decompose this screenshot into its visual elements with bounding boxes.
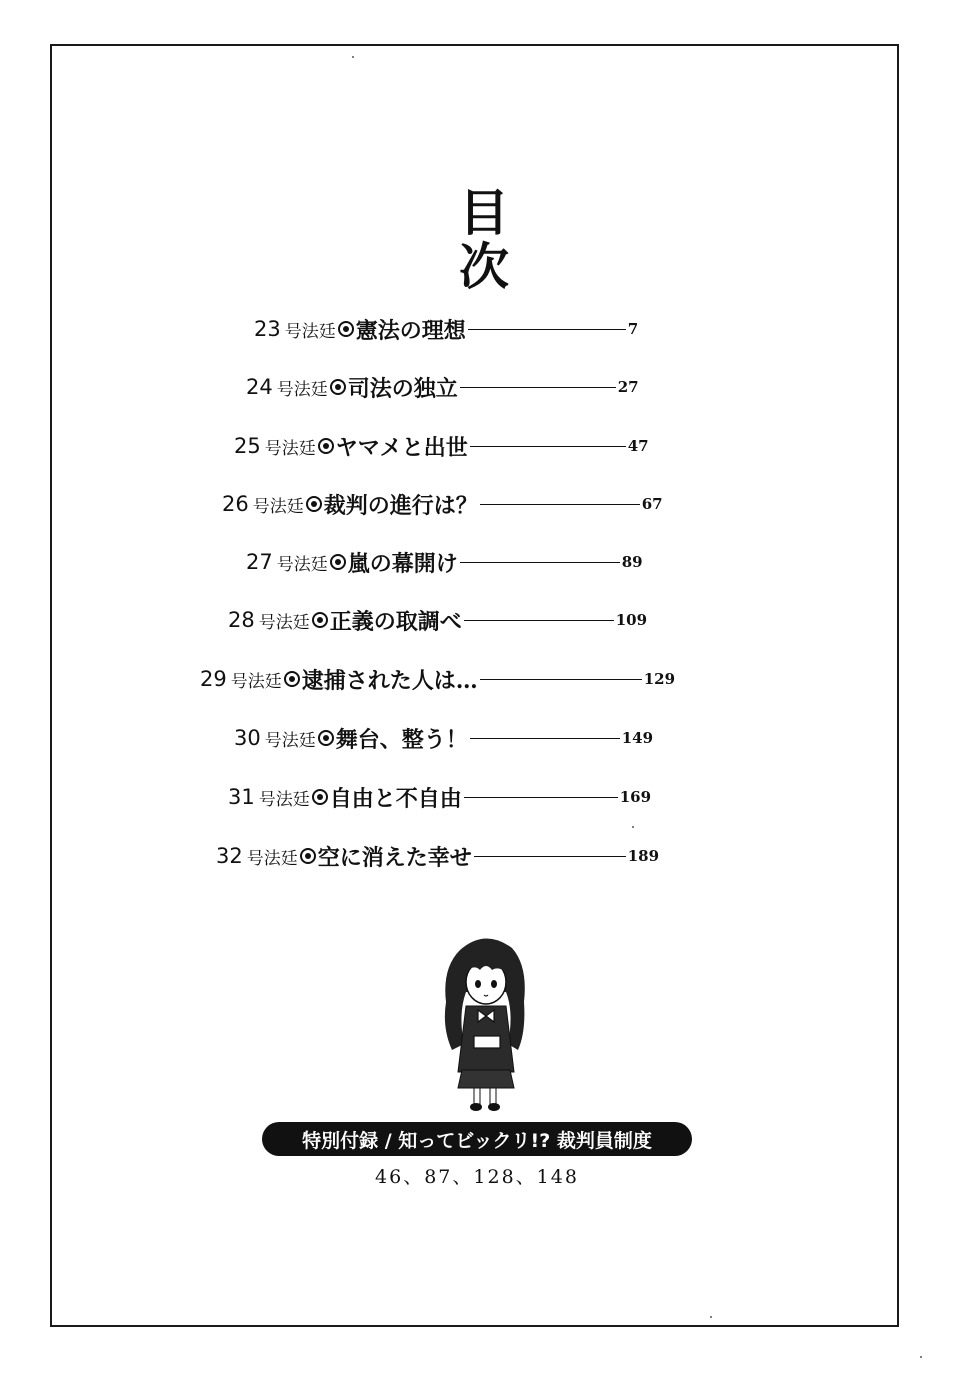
toc-entry[interactable]	[222, 487, 663, 521]
chapter-suffix: 号法廷	[264, 730, 316, 751]
chapter-suffix: 号法廷	[252, 496, 304, 517]
chapter-title: 裁判の進行は？	[323, 492, 478, 519]
chapter-title: ヤマメと出世	[335, 434, 468, 461]
page-number: 109	[615, 611, 648, 629]
chapter-number: 24	[246, 375, 273, 399]
page-number: 47	[627, 437, 649, 455]
chapter-number: 23	[254, 317, 281, 341]
leader-line	[480, 679, 642, 680]
toc-heading-char-1: 目	[459, 184, 509, 242]
page-number: 169	[619, 788, 652, 806]
scan-speck	[710, 1316, 712, 1318]
leader-line	[470, 738, 620, 739]
toc-entry[interactable]	[228, 780, 651, 814]
supplement-label: 特別付録 / 知ってビックリ!? 裁判員制度	[302, 1129, 652, 1152]
bullet-icon	[306, 496, 322, 512]
character-illustration	[430, 932, 540, 1114]
toc-entry[interactable]	[216, 839, 659, 873]
bullet-icon	[330, 554, 346, 570]
bullet-icon	[318, 438, 334, 454]
chapter-number: 31	[228, 785, 255, 809]
chapter-number: 30	[234, 726, 261, 750]
chapter-title: 逮捕された人は…	[301, 667, 478, 694]
leader-line	[460, 387, 616, 388]
bullet-icon	[338, 321, 354, 337]
chapter-number: 26	[222, 492, 249, 516]
bullet-icon	[312, 612, 328, 628]
chapter-number: 28	[228, 608, 255, 632]
page-number: 27	[617, 378, 639, 396]
chapter-suffix: 号法廷	[258, 612, 310, 633]
toc-entry[interactable]	[200, 662, 675, 696]
bullet-icon	[312, 789, 328, 805]
page-number: 149	[621, 729, 654, 747]
chapter-suffix: 号法廷	[276, 554, 328, 575]
chapter-number: 27	[246, 550, 273, 574]
toc-heading-char-2: 次	[459, 238, 509, 296]
chapter-suffix: 号法廷	[230, 671, 282, 692]
bullet-icon	[284, 671, 300, 687]
chapter-number: 32	[216, 844, 243, 868]
chapter-suffix: 号法廷	[284, 321, 336, 342]
page-number: 129	[643, 670, 676, 688]
chapter-title: 嵐の幕開け	[347, 550, 458, 577]
leader-line	[464, 620, 614, 621]
chapter-title: 舞台、整う！	[335, 726, 468, 753]
leader-line	[468, 329, 626, 330]
leader-line	[474, 856, 626, 857]
scan-speck	[920, 1356, 922, 1358]
toc-entry[interactable]	[246, 545, 643, 579]
page-number: 89	[621, 553, 643, 571]
chapter-title: 自由と不自由	[329, 785, 462, 812]
toc-entry[interactable]	[246, 370, 639, 404]
bullet-icon	[300, 848, 316, 864]
chapter-suffix: 号法廷	[258, 789, 310, 810]
bullet-icon	[330, 379, 346, 395]
chapter-number: 25	[234, 434, 261, 458]
toc-entry[interactable]	[234, 721, 653, 755]
leader-line	[470, 446, 626, 447]
scan-speck	[632, 826, 634, 828]
supplement-banner	[262, 1122, 692, 1156]
chapter-title: 司法の独立	[347, 375, 458, 402]
leader-line	[464, 797, 618, 798]
leader-line	[460, 562, 620, 563]
chapter-suffix: 号法廷	[264, 438, 316, 459]
page-number: 7	[627, 320, 639, 338]
chapter-suffix: 号法廷	[276, 379, 328, 400]
toc-entry[interactable]	[228, 603, 647, 637]
page-number: 189	[627, 847, 660, 865]
chapter-title: 正義の取調べ	[329, 608, 462, 635]
page-number: 67	[641, 495, 663, 513]
leader-line	[480, 504, 640, 505]
toc-entry[interactable]	[254, 312, 638, 346]
toc-entry[interactable]	[234, 429, 649, 463]
chapter-title: 憲法の理想	[355, 317, 466, 344]
chapter-title: 空に消えた幸せ	[317, 844, 472, 871]
scan-speck	[352, 56, 354, 58]
supplement-pages: 46、87、128、148	[375, 1166, 579, 1188]
chapter-number: 29	[200, 667, 227, 691]
bullet-icon	[318, 730, 334, 746]
chapter-suffix: 号法廷	[246, 848, 298, 869]
